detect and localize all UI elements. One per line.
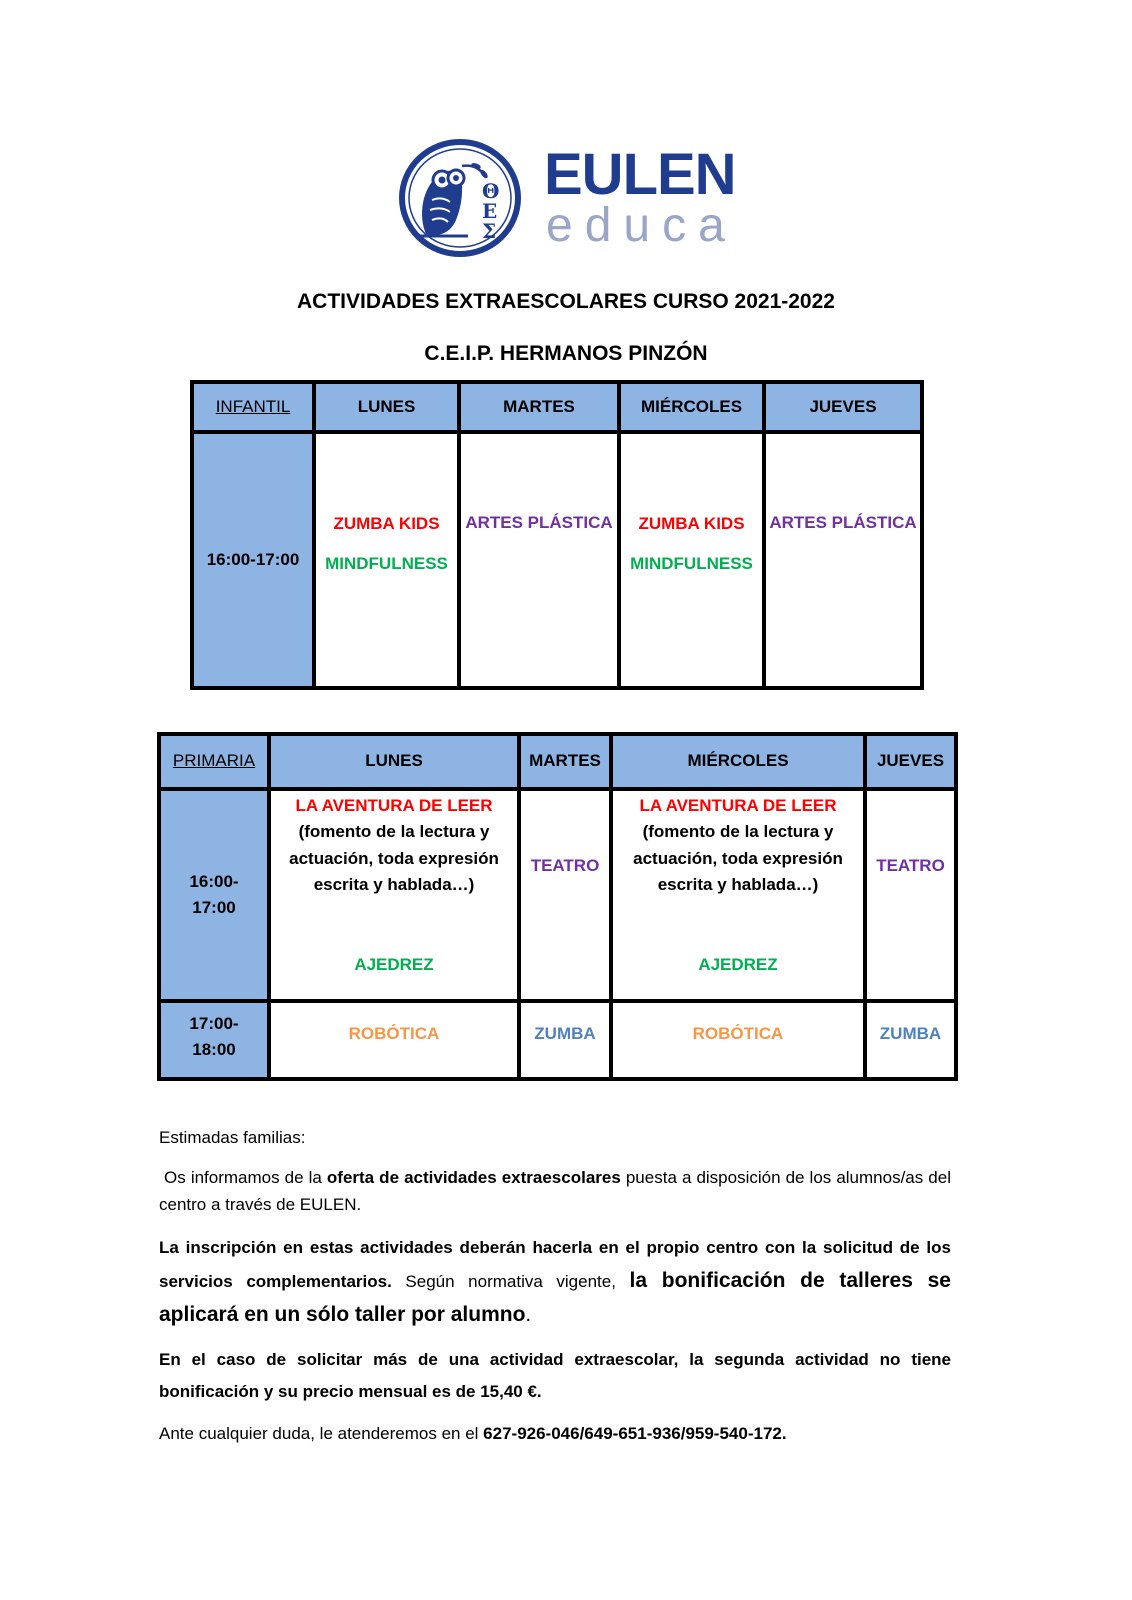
- activity-cell: [459, 432, 619, 688]
- paragraph-offer: [159, 1164, 951, 1218]
- text-run-large-bold: la bonificación de talleres se aplicará en un sólo taller por alumno: [159, 1269, 951, 1326]
- text-run: Os informamos de la: [164, 1168, 327, 1187]
- activity-zumba: ZUMBA: [534, 1023, 596, 1043]
- activity-cell: [619, 432, 764, 688]
- greeting: Estimadas familias:: [159, 1128, 306, 1147]
- activity-zumba: ZUMBA: [879, 1023, 942, 1043]
- activity-artes-plastica: ARTES PLÁSTICA: [465, 512, 613, 532]
- eulen-educa-logo: [398, 136, 737, 261]
- activity-teatro: TEATRO: [876, 855, 945, 875]
- text-run: Según normativa vigente,: [391, 1272, 630, 1291]
- text-run-bold: La inscripción en estas actividades deberán hacerla en el propio centro con la solicitud de los servicios complementarios.: [159, 1238, 951, 1291]
- table-header-row: [159, 734, 956, 789]
- activity-ajedrez: AJEDREZ: [354, 955, 434, 975]
- infantil-header: INFANTIL: [192, 382, 314, 432]
- activity-zumba-kids: ZUMBA KIDS: [638, 513, 745, 533]
- activity-cell: [611, 789, 865, 1001]
- logo-word-educa: [546, 199, 737, 252]
- school-name: C.E.I.P. HERMANOS PINZÓN: [424, 342, 708, 365]
- text-run: .: [781, 1424, 787, 1443]
- day-header-lunes: LUNES: [269, 734, 519, 789]
- day-header-miercoles: MIÉRCOLES: [611, 734, 865, 789]
- paragraph-second-activity: [159, 1344, 951, 1408]
- activity-cell: [611, 1001, 865, 1079]
- activity-cell: [865, 1001, 956, 1079]
- activity-description: actuación, toda expresión: [633, 848, 843, 868]
- time-slot: [159, 1001, 269, 1079]
- activity-la-aventura-de-leer: LA AVENTURA DE LEER: [295, 796, 493, 815]
- activity-robotica: ROBÓTICA: [348, 1023, 440, 1043]
- activity-artes-plastica: ARTES PLÁSTICA: [769, 512, 917, 532]
- day-header-jueves: JUEVES: [764, 382, 922, 432]
- time-end: 17:00: [192, 898, 236, 917]
- activity-cell: [519, 789, 611, 1001]
- activity-cell: [269, 1001, 519, 1079]
- paragraph-contact: [159, 1420, 951, 1447]
- activity-robotica: ROBÓTICA: [692, 1023, 784, 1043]
- time-start: 17:00-: [189, 1013, 239, 1033]
- infantil-schedule-table: [190, 380, 924, 690]
- time-end: 18:00: [192, 1040, 236, 1059]
- activity-mindfulness: MINDFULNESS: [325, 554, 448, 573]
- activity-cell: [865, 789, 956, 1001]
- logo-word-eulen: EULEN: [544, 142, 736, 207]
- activity-description: escrita y hablada…): [313, 875, 475, 895]
- activity-cell: [764, 432, 922, 688]
- table-row: [159, 1001, 956, 1079]
- day-header-martes: MARTES: [459, 382, 619, 432]
- document-title: ACTIVIDADES EXTRAESCOLARES CURSO 2021-2022: [297, 290, 835, 313]
- activity-teatro: TEATRO: [530, 855, 600, 875]
- activity-ajedrez: AJEDREZ: [698, 955, 778, 975]
- text-run: puesta a disposición de los alumnos/as del centro a través de EULEN.: [159, 1168, 951, 1214]
- activity-description: actuación, toda expresión: [289, 848, 499, 868]
- activity-description: (fomento de la lectura y: [642, 822, 834, 842]
- day-header-lunes: LUNES: [314, 382, 459, 432]
- primaria-schedule-table: [157, 732, 958, 1081]
- text-run: Ante cualquier duda, le atenderemos en el: [159, 1424, 484, 1443]
- emblem-letter: Θ: [482, 179, 500, 203]
- activity-cell: [314, 432, 459, 688]
- emblem-letter: Ε: [482, 199, 498, 223]
- emblem-letter: Σ: [482, 219, 497, 243]
- contact-phones: 627-926-046/649-651-936/959-540-172: [483, 1424, 782, 1443]
- primaria-header: PRIMARIA: [159, 734, 269, 789]
- day-header-jueves: JUEVES: [865, 734, 956, 789]
- activity-mindfulness: MINDFULNESS: [630, 554, 753, 573]
- table-row: [192, 432, 922, 688]
- activity-cell: [269, 789, 519, 1001]
- paragraph-inscription: [159, 1232, 951, 1332]
- table-row: [159, 789, 956, 1001]
- time-slot: 16:00-17:00: [192, 432, 314, 688]
- time-start: 16:00-: [189, 871, 239, 891]
- text-run-bold: En el caso de solicitar más de una actividad extraescolar, la segunda actividad no tiene bonificación y su precio mensual es de 15,40 €.: [159, 1350, 951, 1401]
- activity-description: escrita y hablada…): [657, 875, 819, 895]
- day-header-martes: MARTES: [519, 734, 611, 789]
- logo-educa-text: educa: [546, 199, 737, 252]
- day-header-miercoles: MIÉRCOLES: [619, 382, 764, 432]
- activity-description: (fomento de la lectura y: [298, 822, 490, 842]
- owl-emblem-icon: [398, 136, 523, 261]
- table-header-row: [192, 382, 922, 432]
- text-run: .: [525, 1303, 532, 1326]
- activity-zumba-kids: ZUMBA KIDS: [333, 513, 440, 533]
- activity-cell: [519, 1001, 611, 1079]
- activity-la-aventura-de-leer: LA AVENTURA DE LEER: [639, 796, 837, 815]
- text-run-bold: oferta de actividades extraescolares: [326, 1168, 621, 1187]
- time-slot: [159, 789, 269, 1001]
